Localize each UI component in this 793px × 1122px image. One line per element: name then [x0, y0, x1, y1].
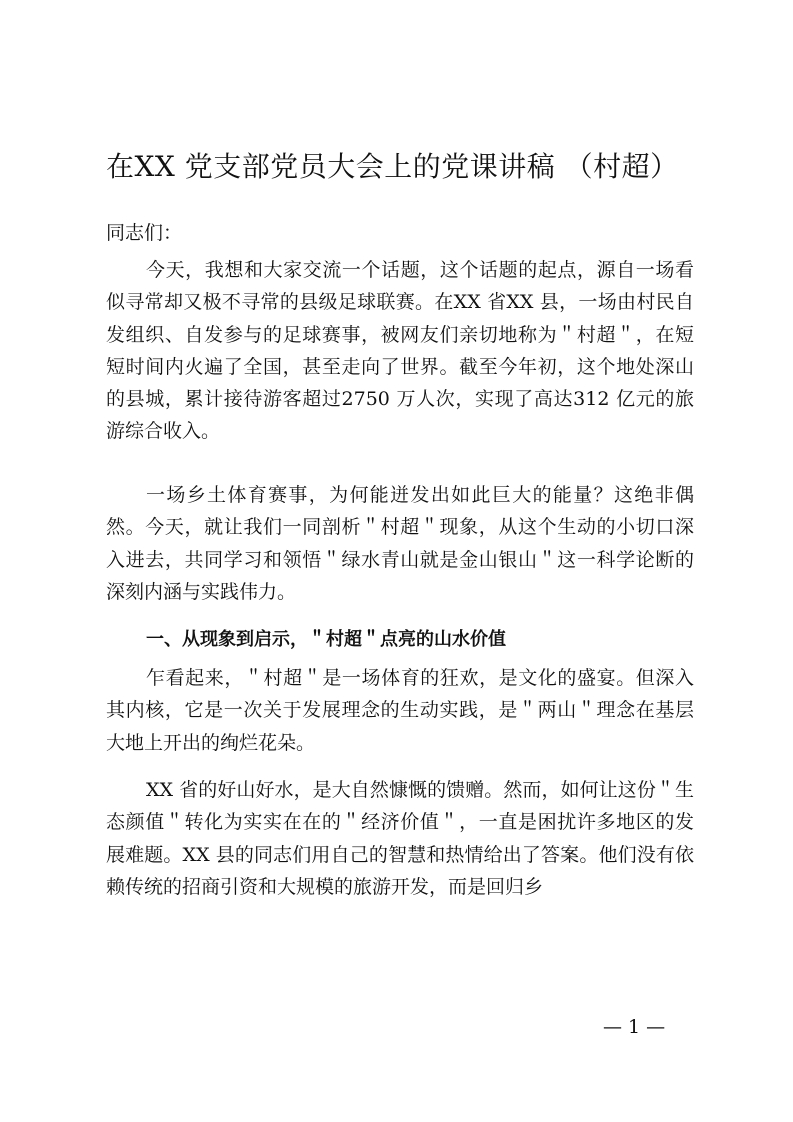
page-number: — 1 —: [603, 1016, 666, 1038]
paragraph-section-2: XX 省的好山好水，是大自然慷慨的馈赠。然而，如何让这份＂生态颜值＂转化为实实在在的＂经济价值＂，一直是困扰许多地区的发展难题。XX 县的同志们用自己的智慧和热情给出了答案。他们没有依赖传统的招商引资和大规模的旅游开发，而是回归乡: [106, 779, 694, 898]
paragraph-section-1: 乍看起来，＂村超＂是一场体育的狂欢，是文化的盛宴。但深入其内核，它是一次关于发展理念的生动实践，是＂两山＂理念在基层大地上开出的绚烂花朵。: [106, 667, 694, 754]
salutation: 同志们：: [106, 222, 183, 244]
document-title: 在XX 党支部党员大会上的党课讲稿 （村超）: [106, 150, 679, 183]
section-heading: 一、从现象到启示，＂村超＂点亮的山水价值: [146, 629, 506, 650]
paragraph-intro: 今天，我想和大家交流一个话题，这个话题的起点，源自一场看似寻常却又极不寻常的县级足球联赛。在XX 省XX 县，一场由村民自发组织、自发参与的足球赛事，被网友们亲切地称为＂村超＂，在短短时间内火遍了全国，甚至走向了世界。截至今年初，这个地处深山的县城，累计接待游客超过2750 万人次，实现了高达312 亿元的旅游综合收入。: [106, 259, 694, 443]
paragraph-purpose: 一场乡土体育赛事，为何能迸发出如此巨大的能量？这绝非偶然。今天，就让我们一同剖析＂村超＂现象，从这个生动的小切口深入进去，共同学习和领悟＂绿水青山就是金山银山＂这一科学论断的深刻内涵与实践伟力。: [106, 484, 694, 603]
